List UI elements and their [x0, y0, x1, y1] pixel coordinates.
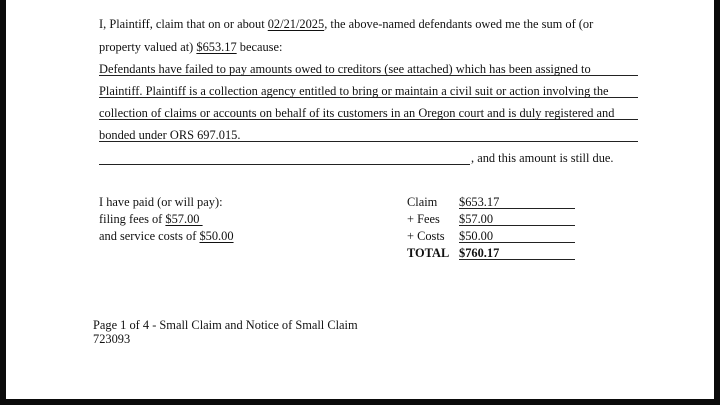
service-costs-amount: $50.00: [199, 229, 234, 243]
claim-line2-prefix: property valued at): [99, 40, 197, 54]
claim-prefix: I, Plaintiff, claim that on or about: [99, 17, 268, 31]
filing-fees-underline-pad: [199, 212, 202, 226]
page-footer-line: Page 1 of 4 - Small Claim and Notice of Small Claim: [93, 318, 358, 332]
reason-rule-2: [99, 97, 638, 98]
service-costs-line: [99, 229, 234, 244]
service-costs-label: and service costs of: [99, 229, 200, 243]
case-number: 723093: [93, 332, 131, 346]
reason-rule-1: [99, 75, 638, 76]
claim-amount: $653.17: [196, 40, 237, 54]
blank-rule: [99, 164, 470, 165]
total-value-fees: $57.00: [459, 212, 494, 226]
total-label-total: TOTAL: [407, 246, 450, 260]
claim-statement-line1: [99, 17, 593, 32]
reason-rule-4: [99, 141, 638, 142]
total-label-fees: + Fees: [407, 212, 440, 226]
total-label-costs: + Costs: [407, 229, 445, 243]
total-rule-total: [459, 259, 575, 260]
claim-statement-line2: [99, 40, 282, 55]
claim-middle: , the above-named defendants owed me the sum of (or: [324, 17, 594, 31]
still-due-text: , and this amount is still due.: [471, 151, 614, 165]
total-rule-costs: [459, 242, 575, 243]
filing-fees-label: filing fees of: [99, 212, 166, 226]
total-value-costs: $50.00: [459, 229, 494, 243]
filing-fees-amount: $57.00: [165, 212, 200, 226]
total-label-claim: Claim: [407, 195, 438, 209]
total-value-total: $760.17: [459, 246, 500, 260]
total-rule-claim: [459, 208, 575, 209]
reason-rule-3: [99, 119, 638, 120]
total-rule-fees: [459, 225, 575, 226]
reason-line-1: Defendants have failed to pay amounts owed to creditors (see attached) which has been assigned to: [99, 62, 591, 76]
document-page: [6, 0, 714, 399]
claim-date: 02/21/2025: [267, 17, 325, 31]
claim-line2-suffix: because:: [236, 40, 283, 54]
reason-line-3: collection of claims or accounts on behalf of its customers in an Oregon court and is duly registered and: [99, 106, 615, 120]
filing-fees-line: [99, 212, 203, 227]
paid-heading: I have paid (or will pay):: [99, 195, 223, 209]
reason-line-2: Plaintiff. Plaintiff is a collection agency entitled to bring or maintain a civil suit or action involving the: [99, 84, 609, 98]
reason-line-4: bonded under ORS 697.015.: [99, 128, 241, 142]
total-value-claim: $653.17: [459, 195, 500, 209]
